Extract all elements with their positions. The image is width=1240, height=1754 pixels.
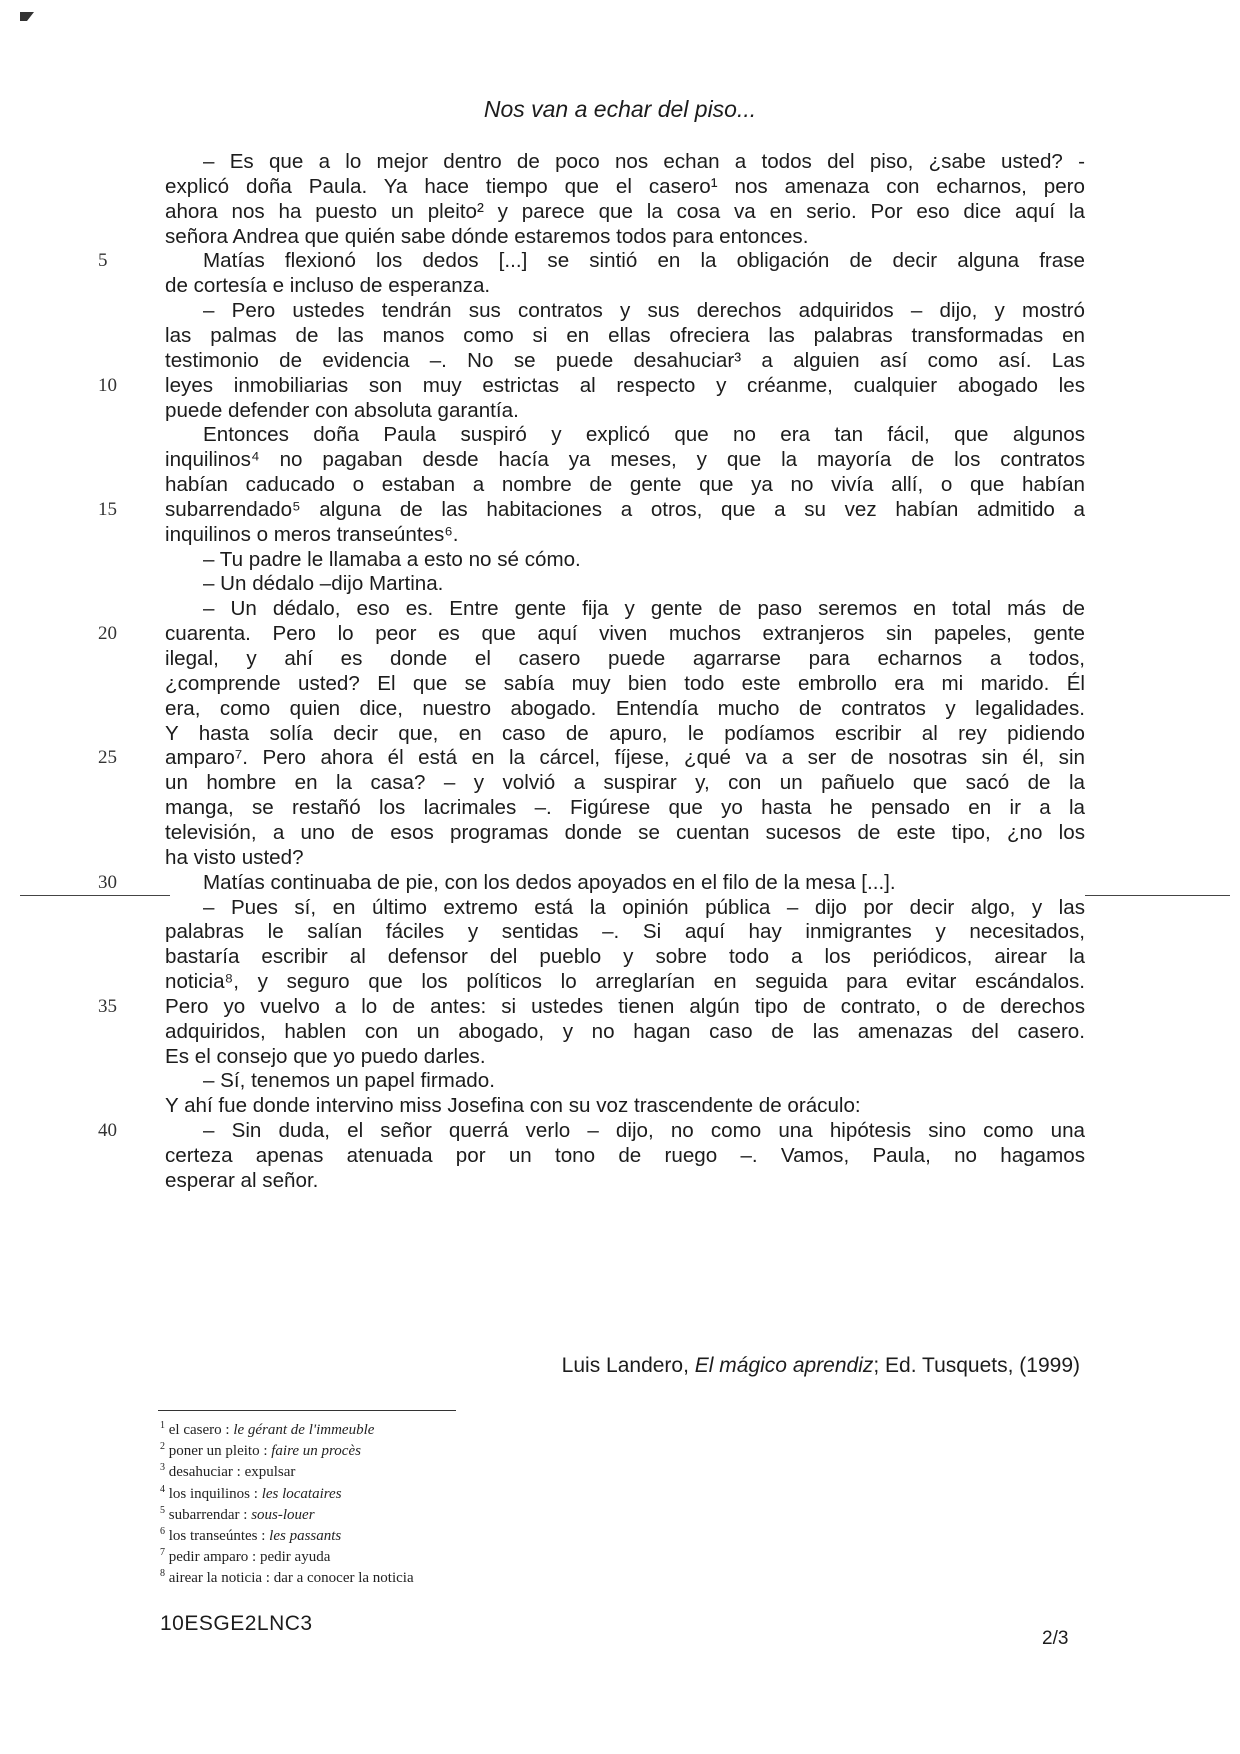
text-line: esperar al señor. xyxy=(165,1168,319,1192)
text-line: ilegal, y ahí es donde el casero puede agarrarse para echarnos a todos, xyxy=(165,647,1085,670)
text-line: inquilinos⁴ no pagaban desde hacía ya meses, y que la mayoría de los contratos xyxy=(165,448,1085,472)
text-line: cuarenta. Pero lo peor es que aquí viven muchos extranjeros sin papeles, gente xyxy=(165,622,1085,646)
text-line: subarrendado⁵ alguna de las habitaciones a otros, que a su vez habían admitido a xyxy=(165,497,1085,521)
line-number: 25 xyxy=(98,747,117,769)
text-line: habían caducado o estaban a nombre de gente que ya no vivía allí, o que habían xyxy=(165,473,1085,497)
fold-line-right xyxy=(1085,895,1230,896)
text-line: ha visto usted? xyxy=(165,845,304,869)
text-line: manga, se restañó los lacrimales –. Figúrese que yo hasta he pensado en ir a la xyxy=(165,796,1085,820)
text-line: Matías continuaba de pie, con los dedos apoyados en el filo de la mesa [...]. xyxy=(203,870,896,894)
footnote-term: airear la noticia : xyxy=(165,1570,274,1587)
footnote-translation: pedir ayuda xyxy=(259,1549,331,1566)
footnote-translation: les passants xyxy=(269,1528,342,1544)
footnote-term: los transeúntes : xyxy=(165,1528,270,1544)
footnote xyxy=(160,1483,342,1503)
text-line: un hombre en la casa? – y volvió a suspirar y, con un pañuelo que sacó de la xyxy=(165,771,1085,795)
footnote-term: desahuciar : xyxy=(165,1464,245,1481)
attribution-publisher: ; Ed. Tusquets, (1999) xyxy=(873,1354,1080,1377)
document-code: 10ESGE2LNC3 xyxy=(160,1612,313,1635)
attribution xyxy=(480,1354,1080,1378)
text-line: Matías flexionó los dedos [...] se sintió en la obligación de decir alguna frase xyxy=(203,249,1085,273)
footnote xyxy=(160,1422,374,1439)
footnote-number: 2 xyxy=(160,1441,165,1453)
text-line: inquilinos o meros transeúntes⁶. xyxy=(165,522,459,546)
text-line: de cortesía e incluso de esperanza. xyxy=(165,274,491,298)
text-line: Es el consejo que yo puedo darles. xyxy=(165,1044,486,1068)
footnote-number: 5 xyxy=(160,1504,165,1516)
fold-line-left xyxy=(20,895,170,896)
footnote-number: 3 xyxy=(160,1462,165,1474)
footnote xyxy=(160,1443,361,1460)
text-line: leyes inmobiliarias son muy estrictas al respecto y créanme, cualquier abogado les xyxy=(165,373,1085,397)
footnote-translation: les locataires xyxy=(261,1485,342,1502)
footnote xyxy=(160,1549,330,1566)
attribution-author: Luis Landero, xyxy=(561,1354,695,1377)
text-line: certeza apenas atenuada por un tono de ruego –. Vamos, Paula, no hagamos xyxy=(165,1144,1085,1167)
text-line: adquiridos, hablen con un abogado, y no hagan caso de las amenazas del casero. xyxy=(165,1019,1085,1043)
text-line: – Sí, tenemos un papel firmado. xyxy=(203,1069,495,1093)
footnote-number: 7 xyxy=(160,1547,165,1559)
footnote xyxy=(160,1464,295,1481)
text-line: – Pues sí, en último extremo está la opinión pública – dijo por decir algo, y las xyxy=(203,895,1085,919)
text-line: bastaría escribir al defensor del pueblo y sobre todo a los periódicos, airear la xyxy=(165,945,1085,969)
text-line: testimonio de evidencia –. No se puede desahuciar³ a alguien así como así. Las xyxy=(165,348,1085,372)
footnote xyxy=(160,1504,315,1524)
text-line: las palmas de las manos como si en ellas ofreciera las palabras transformadas en xyxy=(165,323,1085,347)
line-number: 10 xyxy=(98,374,117,396)
attribution-work: El mágico aprendiz xyxy=(694,1354,874,1377)
footnote-term: subarrendar : xyxy=(165,1506,252,1523)
footnote-number: 8 xyxy=(160,1568,165,1580)
line-number: 5 xyxy=(98,250,108,272)
line-number: 40 xyxy=(98,1120,117,1142)
text-line: puede defender con absoluta garantía. xyxy=(165,398,519,422)
text-line: explicó doña Paula. Ya hace tiempo que el casero¹ nos amenaza con echarnos, pero xyxy=(165,174,1085,198)
footnote xyxy=(160,1528,341,1545)
footnote-number: 6 xyxy=(160,1526,165,1537)
line-number: 35 xyxy=(98,995,117,1017)
text-line: ¿comprende usted? El que se sabía muy bien todo este embrollo era mi marido. Él xyxy=(165,671,1085,695)
footnote-term: poner un pleito : xyxy=(165,1443,272,1460)
text-line: televisión, a uno de esos programas donde se cuentan sucesos de este tipo, ¿no los xyxy=(165,820,1085,844)
line-number: 15 xyxy=(98,498,117,520)
text-line: Y hasta solía decir que, en caso de apuro, le podíamos escribir al rey pidiendo xyxy=(165,721,1085,745)
text-line: noticia⁸, y seguro que los políticos lo arreglarían en seguida para evitar escándalos. xyxy=(165,970,1085,994)
text-line: – Un dédalo –dijo Martina. xyxy=(203,572,444,596)
text-line: palabras le salían fáciles y sentidas –. Si aquí hay inmigrantes y necesitados, xyxy=(165,920,1085,944)
footnote-term: los inquilinos : xyxy=(165,1485,262,1502)
text-line: – Un dédalo, eso es. Entre gente fija y gente de paso seremos en total más de xyxy=(203,597,1085,621)
text-line: – Tu padre le llamaba a esto no sé cómo. xyxy=(203,547,581,571)
text-line: amparo⁷. Pero ahora él está en la cárcel, fíjese, ¿qué va a ser de nosotras sin él, sin xyxy=(165,746,1085,770)
text-line: – Pero ustedes tendrán sus contratos y sus derechos adquiridos – dijo, y mostró xyxy=(203,299,1085,323)
text-line: señora Andrea que quién sabe dónde estaremos todos para entonces. xyxy=(165,224,809,248)
footnote-term: pedir amparo : xyxy=(165,1549,260,1566)
footnote-number: 1 xyxy=(160,1420,165,1431)
footnote xyxy=(160,1570,414,1587)
footnote-translation: dar a conocer la noticia xyxy=(273,1570,414,1587)
text-line: – Sin duda, el señor querrá verlo – dijo, no como una hipótesis sino como una xyxy=(203,1119,1085,1143)
line-number: 30 xyxy=(98,871,117,893)
corner-mark-icon xyxy=(20,12,34,21)
text-line: Y ahí fue donde intervino miss Josefina con su voz trascendente de oráculo: xyxy=(165,1094,861,1118)
text-line: Pero yo vuelvo a lo de antes: si ustedes tienen algún tipo de contrato, o de derechos xyxy=(165,994,1085,1018)
text-line: era, como quien dice, nuestro abogado. Entendía mucho de contratos y legalidades. xyxy=(165,696,1085,720)
line-number: 20 xyxy=(98,623,117,645)
footnote-term: el casero : xyxy=(165,1422,234,1438)
footnote-translation: sous-louer xyxy=(251,1506,315,1523)
text-line: – Es que a lo mejor dentro de poco nos echan a todos del piso, ¿sabe usted? - xyxy=(203,150,1085,173)
text-line: Entonces doña Paula suspiró y explicó que no era tan fácil, que algunos xyxy=(203,423,1085,447)
page-title: Nos van a echar del piso... xyxy=(483,96,757,122)
footnote-translation: le gérant de l'immeuble xyxy=(233,1422,375,1438)
footnote-translation: faire un procès xyxy=(271,1443,361,1460)
footnote-number: 4 xyxy=(160,1483,165,1495)
page-number: 2/3 xyxy=(1042,1628,1069,1649)
footnote-rule xyxy=(158,1410,456,1411)
footnote-translation: expulsar xyxy=(244,1464,296,1481)
text-line: ahora nos ha puesto un pleito² y parece que la cosa va en serio. Por eso dice aquí la xyxy=(165,199,1085,223)
